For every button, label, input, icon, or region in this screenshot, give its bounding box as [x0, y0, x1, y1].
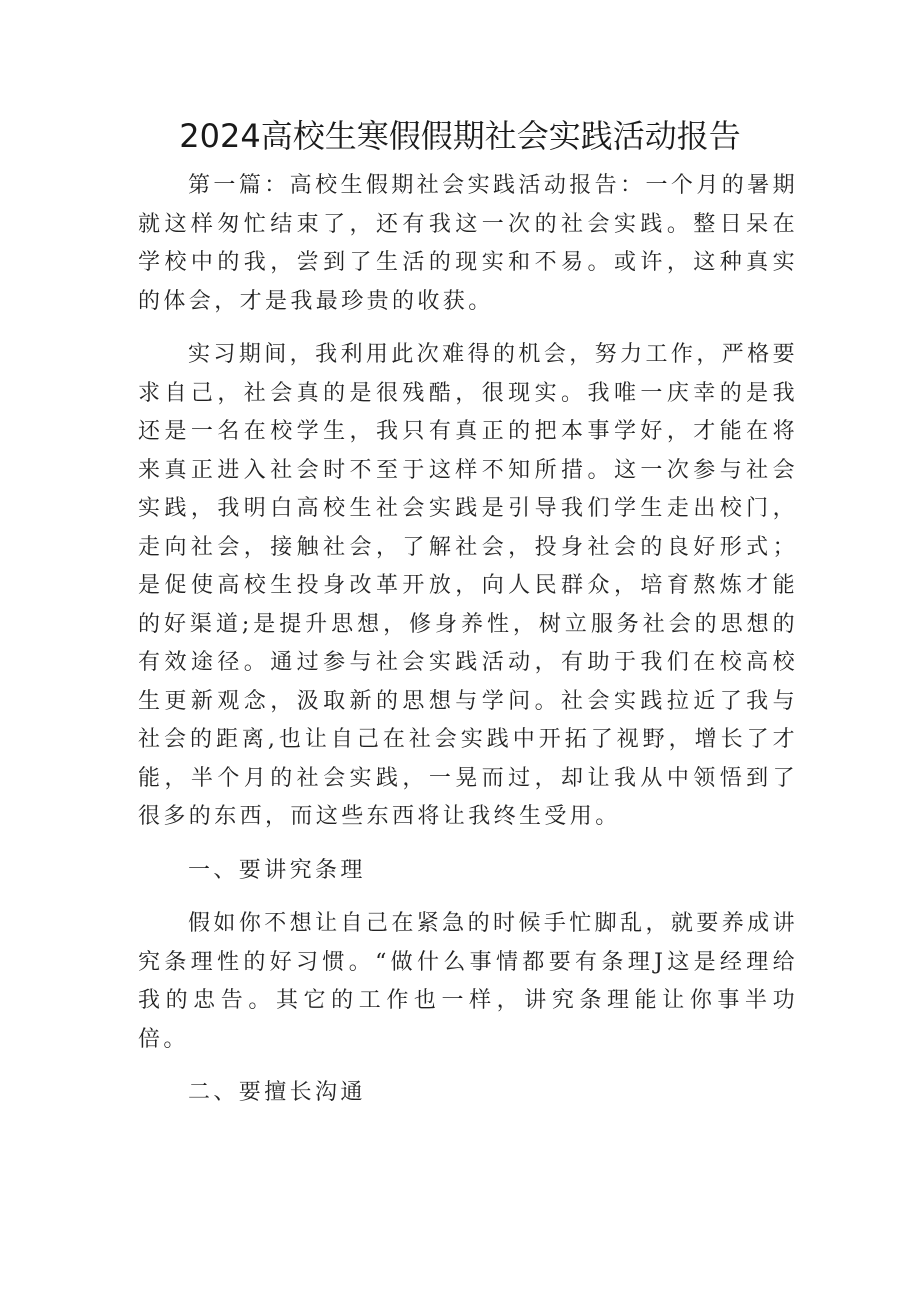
section-heading-organization: 一、要讲究条理 — [188, 857, 366, 883]
document-body — [138, 167, 798, 1128]
section-heading-communication: 二、要擅长沟通 — [188, 1080, 366, 1105]
document-title: 2024高校生寒假假期社会实践活动报告 — [179, 117, 741, 155]
paragraph-intro: 第一篇：高校生假期社会实践活动报告：一个月的暑期就这样匆忙结束了，还有我这一次的社会实践。整日呆在学校中的我，尝到了生活的现实和不易。或许，这种真实的体会，才是我最珍贵的收获。 — [138, 173, 798, 314]
paragraph-organization: 假如你不想让自己在紧急的时候手忙脚乱，就要养成讲究条理性的好习惯。“做什么事情都要有条理J这是经理给我的忠告。其它的工作也一样，讲究条理能让你事半功倍。 — [138, 911, 798, 1052]
paragraph-internship: 实习期间，我利用此次难得的机会，努力工作，严格要求自己，社会真的是很残酷，很现实。我唯一庆幸的是我还是一名在校学生，我只有真正的把本事学好，才能在将来真正进入社会时不至于这样不知所措。这一次参与社会实践，我明白高校生社会实践是引导我们学生走出校门，走向社会，接触社会，了解社会，投身社会的良好形式；是促使高校生投身改革开放，向人民群众，培育熬炼才能的好渠道;是提升思想，修身养性，树立服务社会的思想的有效途径。通过参与社会实践活动，有助于我们在校高校生更新观念，汲取新的思想与学问。社会实践拉近了我与社会的距离,也让自己在社会实践中开拓了视野，增长了才能，半个月的社会实践，一晃而过，却让我从中领悟到了很多的东西，而这些东西将让我终生受用。 — [138, 342, 798, 829]
